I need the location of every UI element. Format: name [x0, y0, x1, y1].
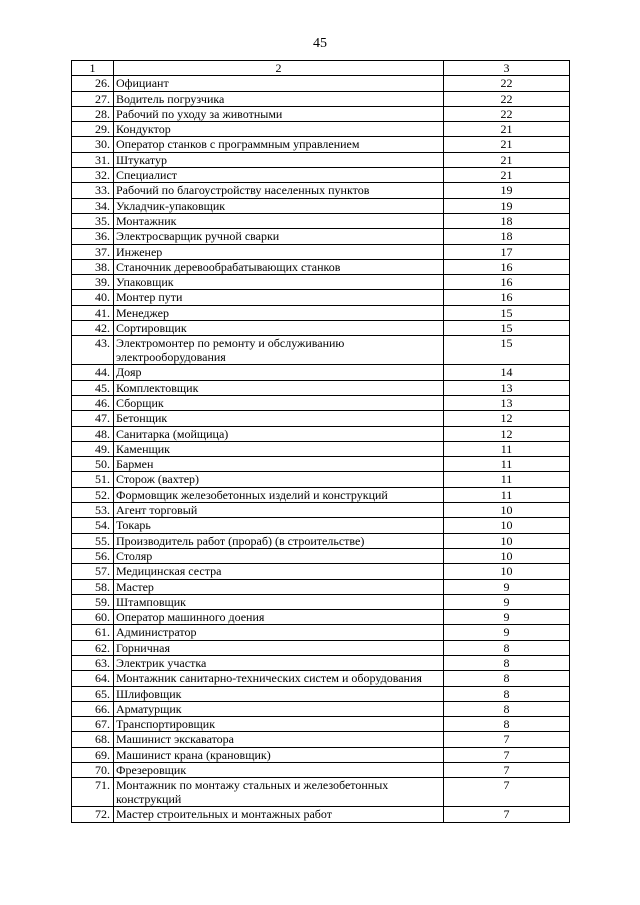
value-cell: 21 — [444, 122, 570, 137]
table-row — [72, 564, 570, 579]
value-cell: 15 — [444, 336, 570, 365]
row-number-cell: 43. — [72, 336, 114, 365]
value-cell: 14 — [444, 365, 570, 380]
row-number-cell: 51. — [72, 472, 114, 487]
occupation-cell: Рабочий по уходу за животными — [114, 106, 444, 121]
value-cell: 9 — [444, 610, 570, 625]
table-row — [72, 457, 570, 472]
value-cell: 11 — [444, 441, 570, 456]
row-number-cell: 68. — [72, 732, 114, 747]
value-cell: 7 — [444, 747, 570, 762]
row-number-cell: 50. — [72, 457, 114, 472]
table-row — [72, 336, 570, 365]
row-number-cell: 52. — [72, 487, 114, 502]
row-number-cell: 61. — [72, 625, 114, 640]
table-row — [72, 807, 570, 822]
row-number-cell: 65. — [72, 686, 114, 701]
occupation-cell: Каменщик — [114, 441, 444, 456]
occupation-cell: Упаковщик — [114, 275, 444, 290]
row-number-cell: 66. — [72, 701, 114, 716]
value-cell: 16 — [444, 275, 570, 290]
table-row — [72, 168, 570, 183]
occupation-cell: Менеджер — [114, 305, 444, 320]
row-number-cell: 33. — [72, 183, 114, 198]
occupation-cell: Электромонтер по ремонту и обслуживанию электрооборудования — [114, 336, 444, 365]
occupation-cell: Рабочий по благоустройству населенных пунктов — [114, 183, 444, 198]
table-row — [72, 244, 570, 259]
table-row — [72, 321, 570, 336]
row-number-cell: 27. — [72, 91, 114, 106]
table-row — [72, 305, 570, 320]
table-row — [72, 548, 570, 563]
value-cell: 10 — [444, 503, 570, 518]
table-row — [72, 76, 570, 91]
value-cell: 7 — [444, 763, 570, 778]
value-cell: 21 — [444, 152, 570, 167]
occupation-cell: Инженер — [114, 244, 444, 259]
row-number-cell: 31. — [72, 152, 114, 167]
row-number-cell: 64. — [72, 671, 114, 686]
value-cell: 8 — [444, 717, 570, 732]
row-number-cell: 60. — [72, 610, 114, 625]
row-number-cell: 49. — [72, 441, 114, 456]
occupation-cell: Водитель погрузчика — [114, 91, 444, 106]
value-cell: 16 — [444, 259, 570, 274]
table-row — [72, 655, 570, 670]
occupation-cell: Оператор станков с программным управлением — [114, 137, 444, 152]
table-row — [72, 732, 570, 747]
row-number-cell: 42. — [72, 321, 114, 336]
occupation-cell: Монтер пути — [114, 290, 444, 305]
occupation-cell: Формовщик железобетонных изделий и конструкций — [114, 487, 444, 502]
row-number-cell: 29. — [72, 122, 114, 137]
value-cell: 12 — [444, 411, 570, 426]
value-cell: 22 — [444, 91, 570, 106]
value-cell: 19 — [444, 183, 570, 198]
row-number-cell: 41. — [72, 305, 114, 320]
value-cell: 8 — [444, 655, 570, 670]
occupation-cell: Монтажник — [114, 213, 444, 228]
row-number-cell: 36. — [72, 229, 114, 244]
occupation-cell: Санитарка (мойщица) — [114, 426, 444, 441]
row-number-cell: 44. — [72, 365, 114, 380]
occupation-cell: Штукатур — [114, 152, 444, 167]
occupation-cell: Дояр — [114, 365, 444, 380]
table-row — [72, 380, 570, 395]
row-number-cell: 56. — [72, 548, 114, 563]
occupation-cell: Станочник деревообрабатывающих станков — [114, 259, 444, 274]
table-row — [72, 533, 570, 548]
value-cell: 10 — [444, 533, 570, 548]
row-number-cell: 67. — [72, 717, 114, 732]
row-number-cell: 71. — [72, 778, 114, 807]
value-cell: 9 — [444, 594, 570, 609]
table-row — [72, 625, 570, 640]
table-body — [72, 76, 570, 822]
row-number-cell: 28. — [72, 106, 114, 121]
occupation-cell: Укладчик-упаковщик — [114, 198, 444, 213]
row-number-cell: 57. — [72, 564, 114, 579]
occupation-cell: Сборщик — [114, 395, 444, 410]
occupation-cell: Мастер — [114, 579, 444, 594]
row-number-cell: 46. — [72, 395, 114, 410]
row-number-cell: 48. — [72, 426, 114, 441]
occupation-cell: Электросварщик ручной сварки — [114, 229, 444, 244]
occupation-cell: Комплектовщик — [114, 380, 444, 395]
occupation-cell: Производитель работ (прораб) (в строительстве) — [114, 533, 444, 548]
table-row — [72, 747, 570, 762]
occupation-cell: Сортировщик — [114, 321, 444, 336]
occupation-cell: Оператор машинного доения — [114, 610, 444, 625]
row-number-cell: 59. — [72, 594, 114, 609]
table-row — [72, 686, 570, 701]
value-cell: 8 — [444, 640, 570, 655]
table-row — [72, 717, 570, 732]
value-cell: 15 — [444, 305, 570, 320]
table-row — [72, 365, 570, 380]
value-cell: 11 — [444, 457, 570, 472]
table-row — [72, 472, 570, 487]
table-row — [72, 426, 570, 441]
table-row — [72, 503, 570, 518]
row-number-cell: 40. — [72, 290, 114, 305]
row-number-cell: 63. — [72, 655, 114, 670]
value-cell: 12 — [444, 426, 570, 441]
row-number-cell: 54. — [72, 518, 114, 533]
table-row — [72, 213, 570, 228]
table-row — [72, 259, 570, 274]
row-number-cell: 69. — [72, 747, 114, 762]
row-number-cell: 38. — [72, 259, 114, 274]
occupation-cell: Электрик участка — [114, 655, 444, 670]
table-row — [72, 701, 570, 716]
table-row — [72, 487, 570, 502]
row-number-cell: 45. — [72, 380, 114, 395]
occupation-cell: Машинист экскаватора — [114, 732, 444, 747]
value-cell: 15 — [444, 321, 570, 336]
value-cell: 21 — [444, 168, 570, 183]
value-cell: 11 — [444, 472, 570, 487]
value-cell: 18 — [444, 213, 570, 228]
table-row — [72, 137, 570, 152]
value-cell: 16 — [444, 290, 570, 305]
table-row — [72, 610, 570, 625]
value-cell: 8 — [444, 686, 570, 701]
row-number-cell: 58. — [72, 579, 114, 594]
occupation-cell: Сторож (вахтер) — [114, 472, 444, 487]
occupation-cell: Фрезеровщик — [114, 763, 444, 778]
table-row — [72, 183, 570, 198]
table-row — [72, 594, 570, 609]
table-row — [72, 122, 570, 137]
occupation-cell: Бармен — [114, 457, 444, 472]
value-cell: 21 — [444, 137, 570, 152]
value-cell: 13 — [444, 395, 570, 410]
occupation-cell: Горничная — [114, 640, 444, 655]
row-number-cell: 26. — [72, 76, 114, 91]
row-number-cell: 53. — [72, 503, 114, 518]
value-cell: 17 — [444, 244, 570, 259]
row-number-cell: 72. — [72, 807, 114, 822]
occupations-table — [71, 60, 570, 823]
value-cell: 10 — [444, 548, 570, 563]
occupation-cell: Медицинская сестра — [114, 564, 444, 579]
table-row — [72, 275, 570, 290]
table-row — [72, 106, 570, 121]
occupation-cell: Монтажник санитарно-технических систем и оборудования — [114, 671, 444, 686]
value-cell: 10 — [444, 518, 570, 533]
row-number-cell: 34. — [72, 198, 114, 213]
table-row — [72, 763, 570, 778]
occupation-cell: Бетонщик — [114, 411, 444, 426]
value-cell: 11 — [444, 487, 570, 502]
occupation-cell: Администратор — [114, 625, 444, 640]
value-cell: 13 — [444, 380, 570, 395]
occupation-cell: Кондуктор — [114, 122, 444, 137]
occupation-cell: Машинист крана (крановщик) — [114, 747, 444, 762]
value-cell: 19 — [444, 198, 570, 213]
row-number-cell: 32. — [72, 168, 114, 183]
table-row — [72, 411, 570, 426]
column-header-3: 3 — [444, 61, 570, 76]
row-number-cell: 55. — [72, 533, 114, 548]
table-row — [72, 518, 570, 533]
occupation-cell: Мастер строительных и монтажных работ — [114, 807, 444, 822]
occupation-cell: Шлифовщик — [114, 686, 444, 701]
table-row — [72, 778, 570, 807]
row-number-cell: 37. — [72, 244, 114, 259]
table-row — [72, 579, 570, 594]
value-cell: 10 — [444, 564, 570, 579]
value-cell: 22 — [444, 76, 570, 91]
value-cell: 7 — [444, 778, 570, 807]
table-row — [72, 229, 570, 244]
occupation-cell: Официант — [114, 76, 444, 91]
table-row — [72, 441, 570, 456]
occupation-cell: Арматурщик — [114, 701, 444, 716]
value-cell: 9 — [444, 579, 570, 594]
value-cell: 8 — [444, 701, 570, 716]
column-header-1: 1 — [72, 61, 114, 76]
value-cell: 9 — [444, 625, 570, 640]
value-cell: 22 — [444, 106, 570, 121]
table-row — [72, 198, 570, 213]
row-number-cell: 35. — [72, 213, 114, 228]
column-header-2: 2 — [114, 61, 444, 76]
table-row — [72, 290, 570, 305]
row-number-cell: 62. — [72, 640, 114, 655]
occupation-cell: Токарь — [114, 518, 444, 533]
row-number-cell: 70. — [72, 763, 114, 778]
page-number: 45 — [313, 36, 327, 51]
value-cell: 8 — [444, 671, 570, 686]
table-row — [72, 395, 570, 410]
table-row — [72, 640, 570, 655]
value-cell: 18 — [444, 229, 570, 244]
occupation-cell: Агент торговый — [114, 503, 444, 518]
row-number-cell: 30. — [72, 137, 114, 152]
table-row — [72, 91, 570, 106]
table-header-row — [72, 61, 570, 76]
occupation-cell: Транспортировщик — [114, 717, 444, 732]
table-row — [72, 152, 570, 167]
occupation-cell: Штамповщик — [114, 594, 444, 609]
value-cell: 7 — [444, 807, 570, 822]
occupation-cell: Монтажник по монтажу стальных и железобетонных конструкций — [114, 778, 444, 807]
value-cell: 7 — [444, 732, 570, 747]
table-row — [72, 671, 570, 686]
occupation-cell: Специалист — [114, 168, 444, 183]
occupation-cell: Столяр — [114, 548, 444, 563]
row-number-cell: 47. — [72, 411, 114, 426]
row-number-cell: 39. — [72, 275, 114, 290]
